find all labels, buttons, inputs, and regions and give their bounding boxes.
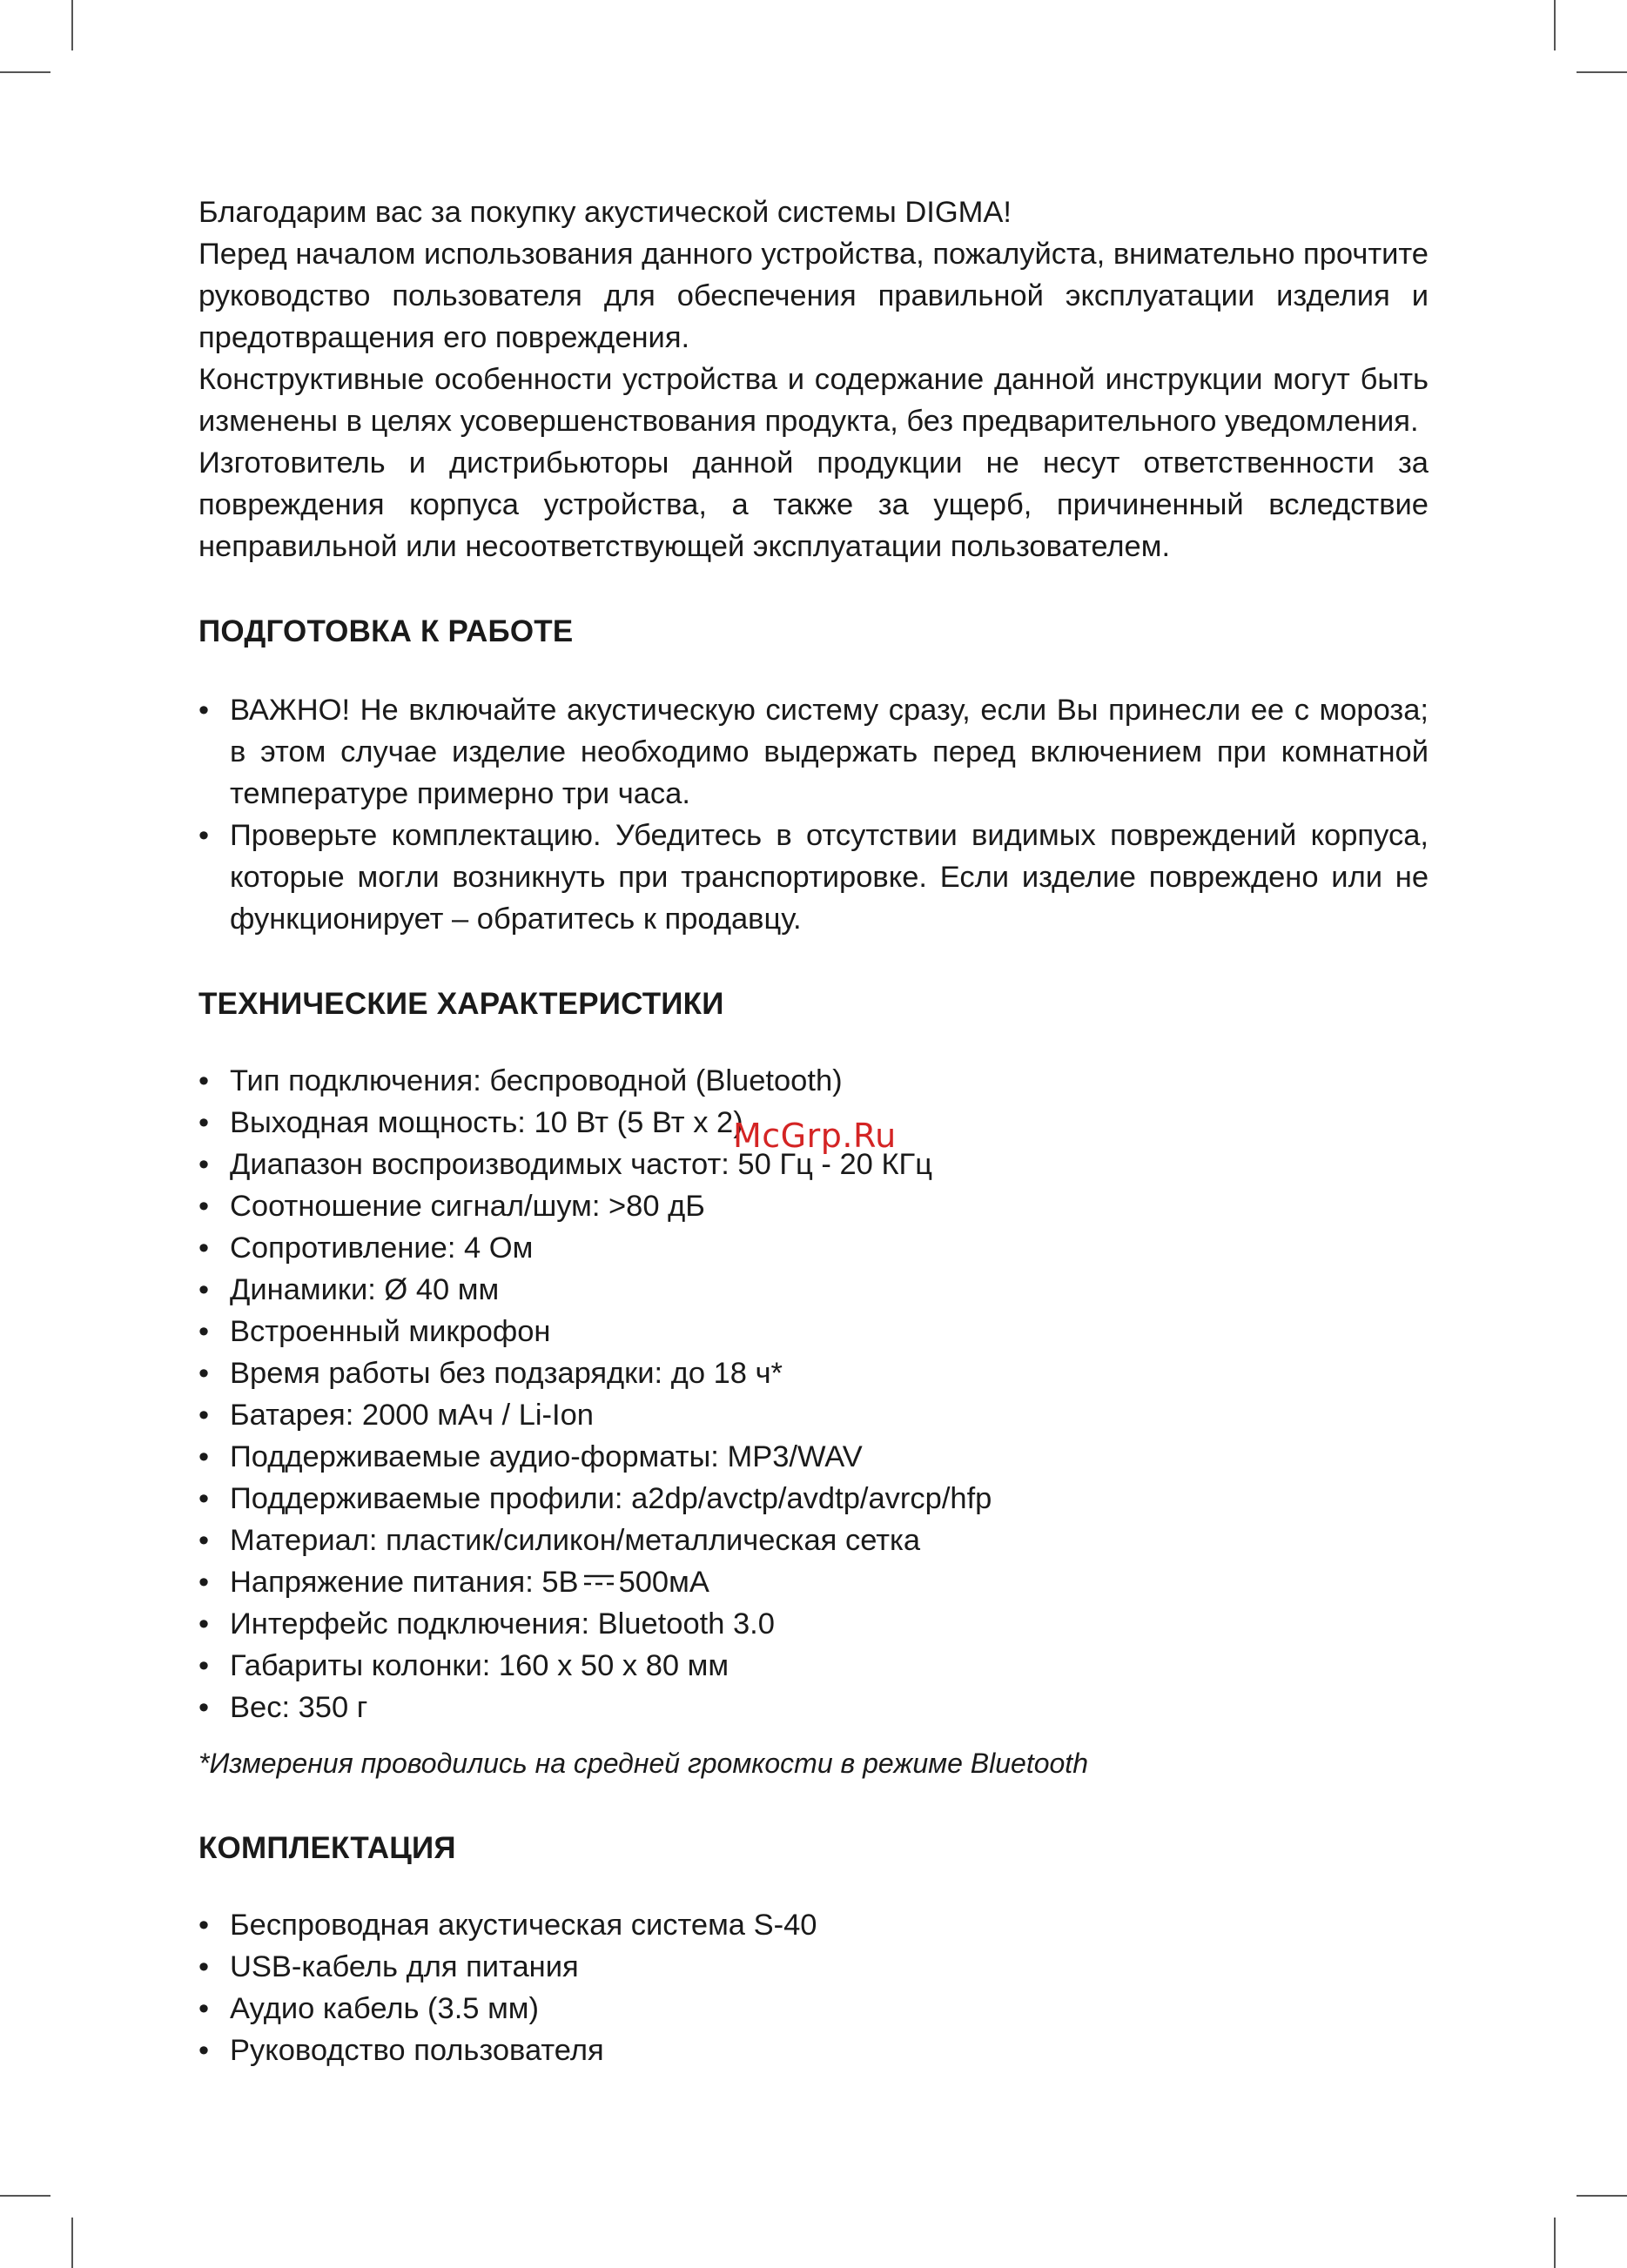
list-item: • Динамики: Ø 40 мм bbox=[198, 1269, 1429, 1311]
intro-paragraph: Благодарим вас за покупку акустической системы DIGMA! bbox=[198, 196, 1012, 229]
crop-mark-top-right bbox=[1554, 0, 1556, 50]
list-item: • Соотношение сигнал/шум: >80 дБ bbox=[198, 1185, 1429, 1227]
list-item: • Габариты колонки: 160 х 50 х 80 мм bbox=[198, 1645, 1429, 1687]
list-item: • Вес: 350 г bbox=[198, 1687, 1429, 1728]
intro-section bbox=[198, 191, 1429, 567]
list-item: • Аудио кабель (3.5 мм) bbox=[198, 1988, 1429, 2030]
list-item: • Руководство пользователя bbox=[198, 2030, 1429, 2071]
intro-paragraph: Изготовитель и дистрибьюторы данной продукции не несут ответственности за повреждения корпуса устройства, а также за ущерб, причиненный вследствие неправильной или несоответствующей эксплуатации пользователем. bbox=[198, 446, 1429, 563]
list-item: • Поддерживаемые профили: a2dp/avctp/avdtp/avrcp/hfp bbox=[198, 1478, 1429, 1520]
crop-mark-top-left-h bbox=[0, 71, 50, 73]
voltage-current: 500мА bbox=[618, 1566, 709, 1599]
crop-mark-bottom-left bbox=[71, 2218, 73, 2268]
specs-list bbox=[198, 1060, 1429, 1728]
list-item: • Выходная мощность: 10 Вт (5 Вт х 2) bbox=[198, 1102, 1429, 1144]
list-item: • Интерфейс подключения: Bluetooth 3.0 bbox=[198, 1603, 1429, 1645]
list-item: • USB-кабель для питания bbox=[198, 1946, 1429, 1988]
crop-mark-top-left bbox=[71, 0, 73, 50]
crop-mark-bottom-left-h bbox=[0, 2195, 50, 2197]
list-item: • Беспроводная акустическая система S-40 bbox=[198, 1904, 1429, 1946]
voltage-label: Напряжение питания: 5В bbox=[230, 1566, 579, 1599]
list-item: • Сопротивление: 4 Ом bbox=[198, 1227, 1429, 1269]
crop-mark-top-right-h bbox=[1577, 71, 1627, 73]
dc-current-icon bbox=[584, 1574, 614, 1587]
list-item: • ВАЖНО! Не включайте акустическую систему сразу, если Вы принесли ее с мороза; в этом случае изделие необходимо выдержать перед включением при комнатной температуре примерно три часа. bbox=[198, 689, 1429, 815]
list-item: • Диапазон воспроизводимых частот: 50 Гц - 20 КГц bbox=[198, 1144, 1429, 1185]
crop-mark-bottom-right-h bbox=[1577, 2195, 1627, 2197]
specs-footnote: *Измерения проводились на средней громкости в режиме Bluetooth bbox=[198, 1748, 1088, 1779]
intro-paragraph: Перед началом использования данного устройства, пожалуйста, внимательно прочтите руководство пользователя для обеспечения правильной эксплуатации изделия и предотвращения его повреждения. bbox=[198, 238, 1429, 354]
list-item: • Поддерживаемые аудио-форматы: MP3/WAV bbox=[198, 1436, 1429, 1478]
package-list bbox=[198, 1904, 1429, 2071]
list-item: • Время работы без подзарядки: до 18 ч* bbox=[198, 1352, 1429, 1394]
list-item: • Материал: пластик/силикон/металлическая сетка bbox=[198, 1520, 1429, 1561]
list-item: • Тип подключения: беспроводной (Bluetooth) bbox=[198, 1060, 1429, 1102]
package-title: КОМПЛЕКТАЦИЯ bbox=[198, 1831, 456, 1865]
list-item: • Встроенный микрофон bbox=[198, 1311, 1429, 1352]
list-item: • Проверьте комплектацию. Убедитесь в отсутствии видимых повреждений корпуса, которые могли возникнуть при транспортировке. Если изделие повреждено или не функционирует – обратитесь к продавцу. bbox=[198, 815, 1429, 940]
list-item-voltage bbox=[198, 1561, 1429, 1603]
list-item: • Батарея: 2000 мАч / Li-Ion bbox=[198, 1394, 1429, 1436]
watermark: McGrp.Ru bbox=[733, 1117, 897, 1155]
intro-paragraph: Конструктивные особенности устройства и содержание данной инструкции могут быть изменены в целях усовершенствования продукта, без предварительного уведомления. bbox=[198, 363, 1429, 438]
specs-title: ТЕХНИЧЕСКИЕ ХАРАКТЕРИСТИКИ bbox=[198, 987, 724, 1021]
preparation-title: ПОДГОТОВКА К РАБОТЕ bbox=[198, 614, 574, 648]
preparation-list bbox=[198, 689, 1429, 940]
crop-mark-bottom-right bbox=[1554, 2218, 1556, 2268]
